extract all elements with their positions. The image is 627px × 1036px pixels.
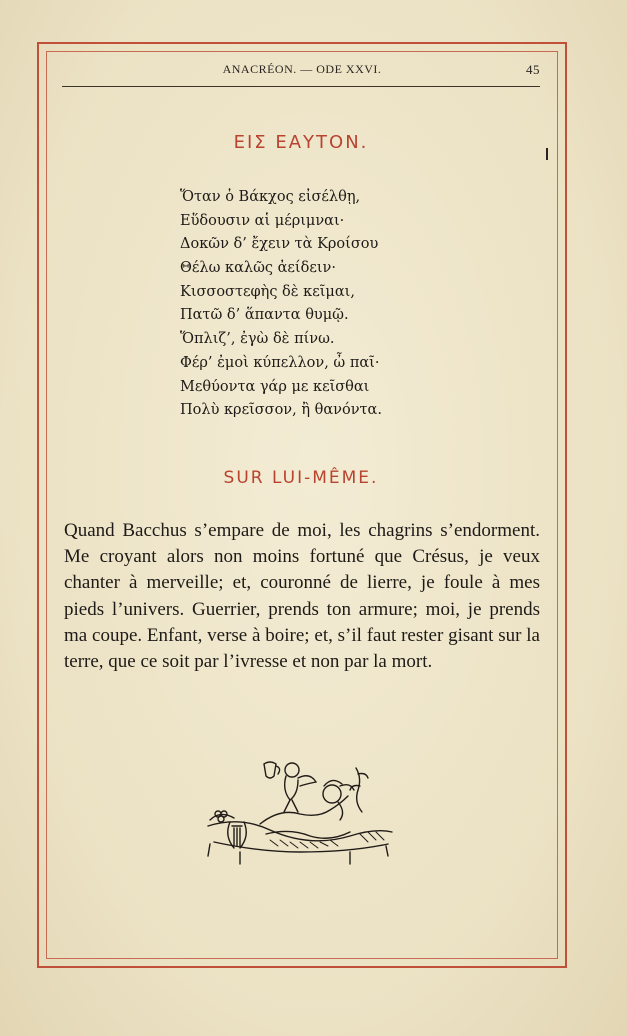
greek-title: ΕΙΣ ΕΑΥΤΟΝ. bbox=[233, 132, 369, 153]
french-translation: Quand Bacchus s’empare de moi, les chagrins s’endorment. Me croyant alors non moins fortuné que Crésus, je veux chanter à merveille; et, couronné de lierre, je foule à mes pieds l’univers. Guerrier, prends ton armure; moi, je prends ma coupe. Enfant, verse à boire; et, s’il faut rester gisant sur la terre, que ce soit par l’ivresse et non par la mort. bbox=[64, 520, 540, 673]
running-title: ANACRÉON. — ODE XXVI. bbox=[222, 62, 382, 76]
poem-line: Κισσοστεφὴς δὲ κεῖμαι, bbox=[180, 283, 355, 300]
header-rule bbox=[62, 86, 540, 87]
page-number: 45 bbox=[526, 62, 540, 77]
poem-line: Δοκῶν δ’ ἔχειν τὰ Κροίσου bbox=[180, 236, 379, 253]
poem-line: Πατῶ δ’ ἅπαντα θυμῷ. bbox=[180, 307, 349, 324]
running-header bbox=[62, 60, 542, 80]
poem-line: Φέρ’ ἐμοὶ κύπελλον, ὦ παῖ· bbox=[180, 354, 380, 371]
poem-line: Εὕδουσιν αἱ μέριμναι· bbox=[180, 212, 345, 229]
poem-line: Ὅταν ὁ Βάκχος εἰσέλθῃ, bbox=[180, 189, 361, 205]
bacchus-cupid-vignette-icon bbox=[200, 756, 400, 868]
margin-mark bbox=[546, 148, 548, 160]
poem-line: Μεθύοντα γάρ με κεῖσθαι bbox=[180, 378, 370, 395]
french-title: SUR LUI-MÊME. bbox=[223, 468, 379, 488]
poem-line: Θέλω καλῶς ἀείδειν· bbox=[180, 260, 336, 277]
greek-poem bbox=[180, 186, 382, 423]
poem-line: Πολὺ κρεῖσσον, ἢ θανόντα. bbox=[180, 402, 382, 419]
poem-line: Ὅπλιζ’, ἐγὼ δὲ πίνω. bbox=[180, 331, 335, 348]
